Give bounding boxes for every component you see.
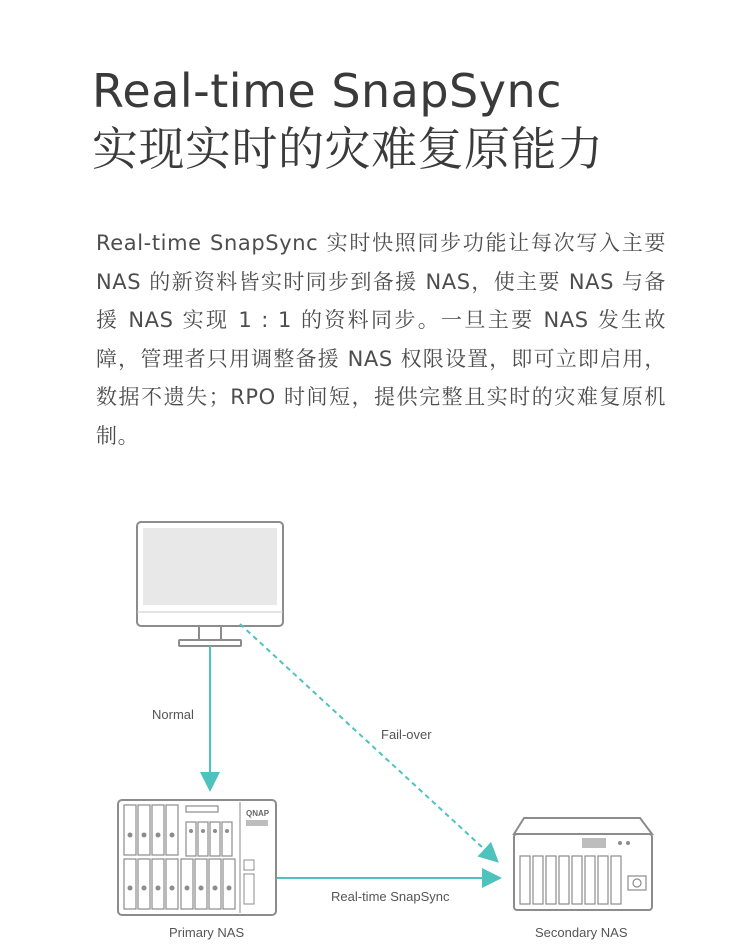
secondary-nas-icon — [514, 818, 652, 910]
primary-nas-label: Primary NAS — [169, 925, 245, 940]
description-paragraph: Real-time SnapSync 实时快照同步功能让每次写入主要 NAS 的新资料皆实时同步到备援 NAS，使主要 NAS 与备援 NAS 实现 1 : 1 的资料同步。一旦主要 NAS 发生故障，管理者只用调整备援 NAS 权限设置，即可立即启用，数据不遗失；RPO 时间短，提供完整且实时的灾难复原机制。 — [96, 231, 666, 448]
failover-arrow — [240, 624, 496, 860]
secondary-nas-label: Secondary NAS — [535, 925, 628, 940]
title-line-1: Real-time SnapSync — [92, 64, 562, 118]
snapsync-diagram — [0, 500, 750, 951]
computer-monitor-icon — [137, 522, 283, 646]
brand-logo: QNAP — [246, 809, 270, 818]
failover-label: Fail-over — [381, 727, 432, 742]
normal-label: Normal — [152, 707, 194, 722]
primary-nas-icon — [118, 800, 276, 915]
snapsync-label: Real-time SnapSync — [331, 889, 450, 904]
title-line-2: 实现实时的灾难复原能力 — [92, 122, 604, 176]
page-title — [92, 62, 732, 178]
